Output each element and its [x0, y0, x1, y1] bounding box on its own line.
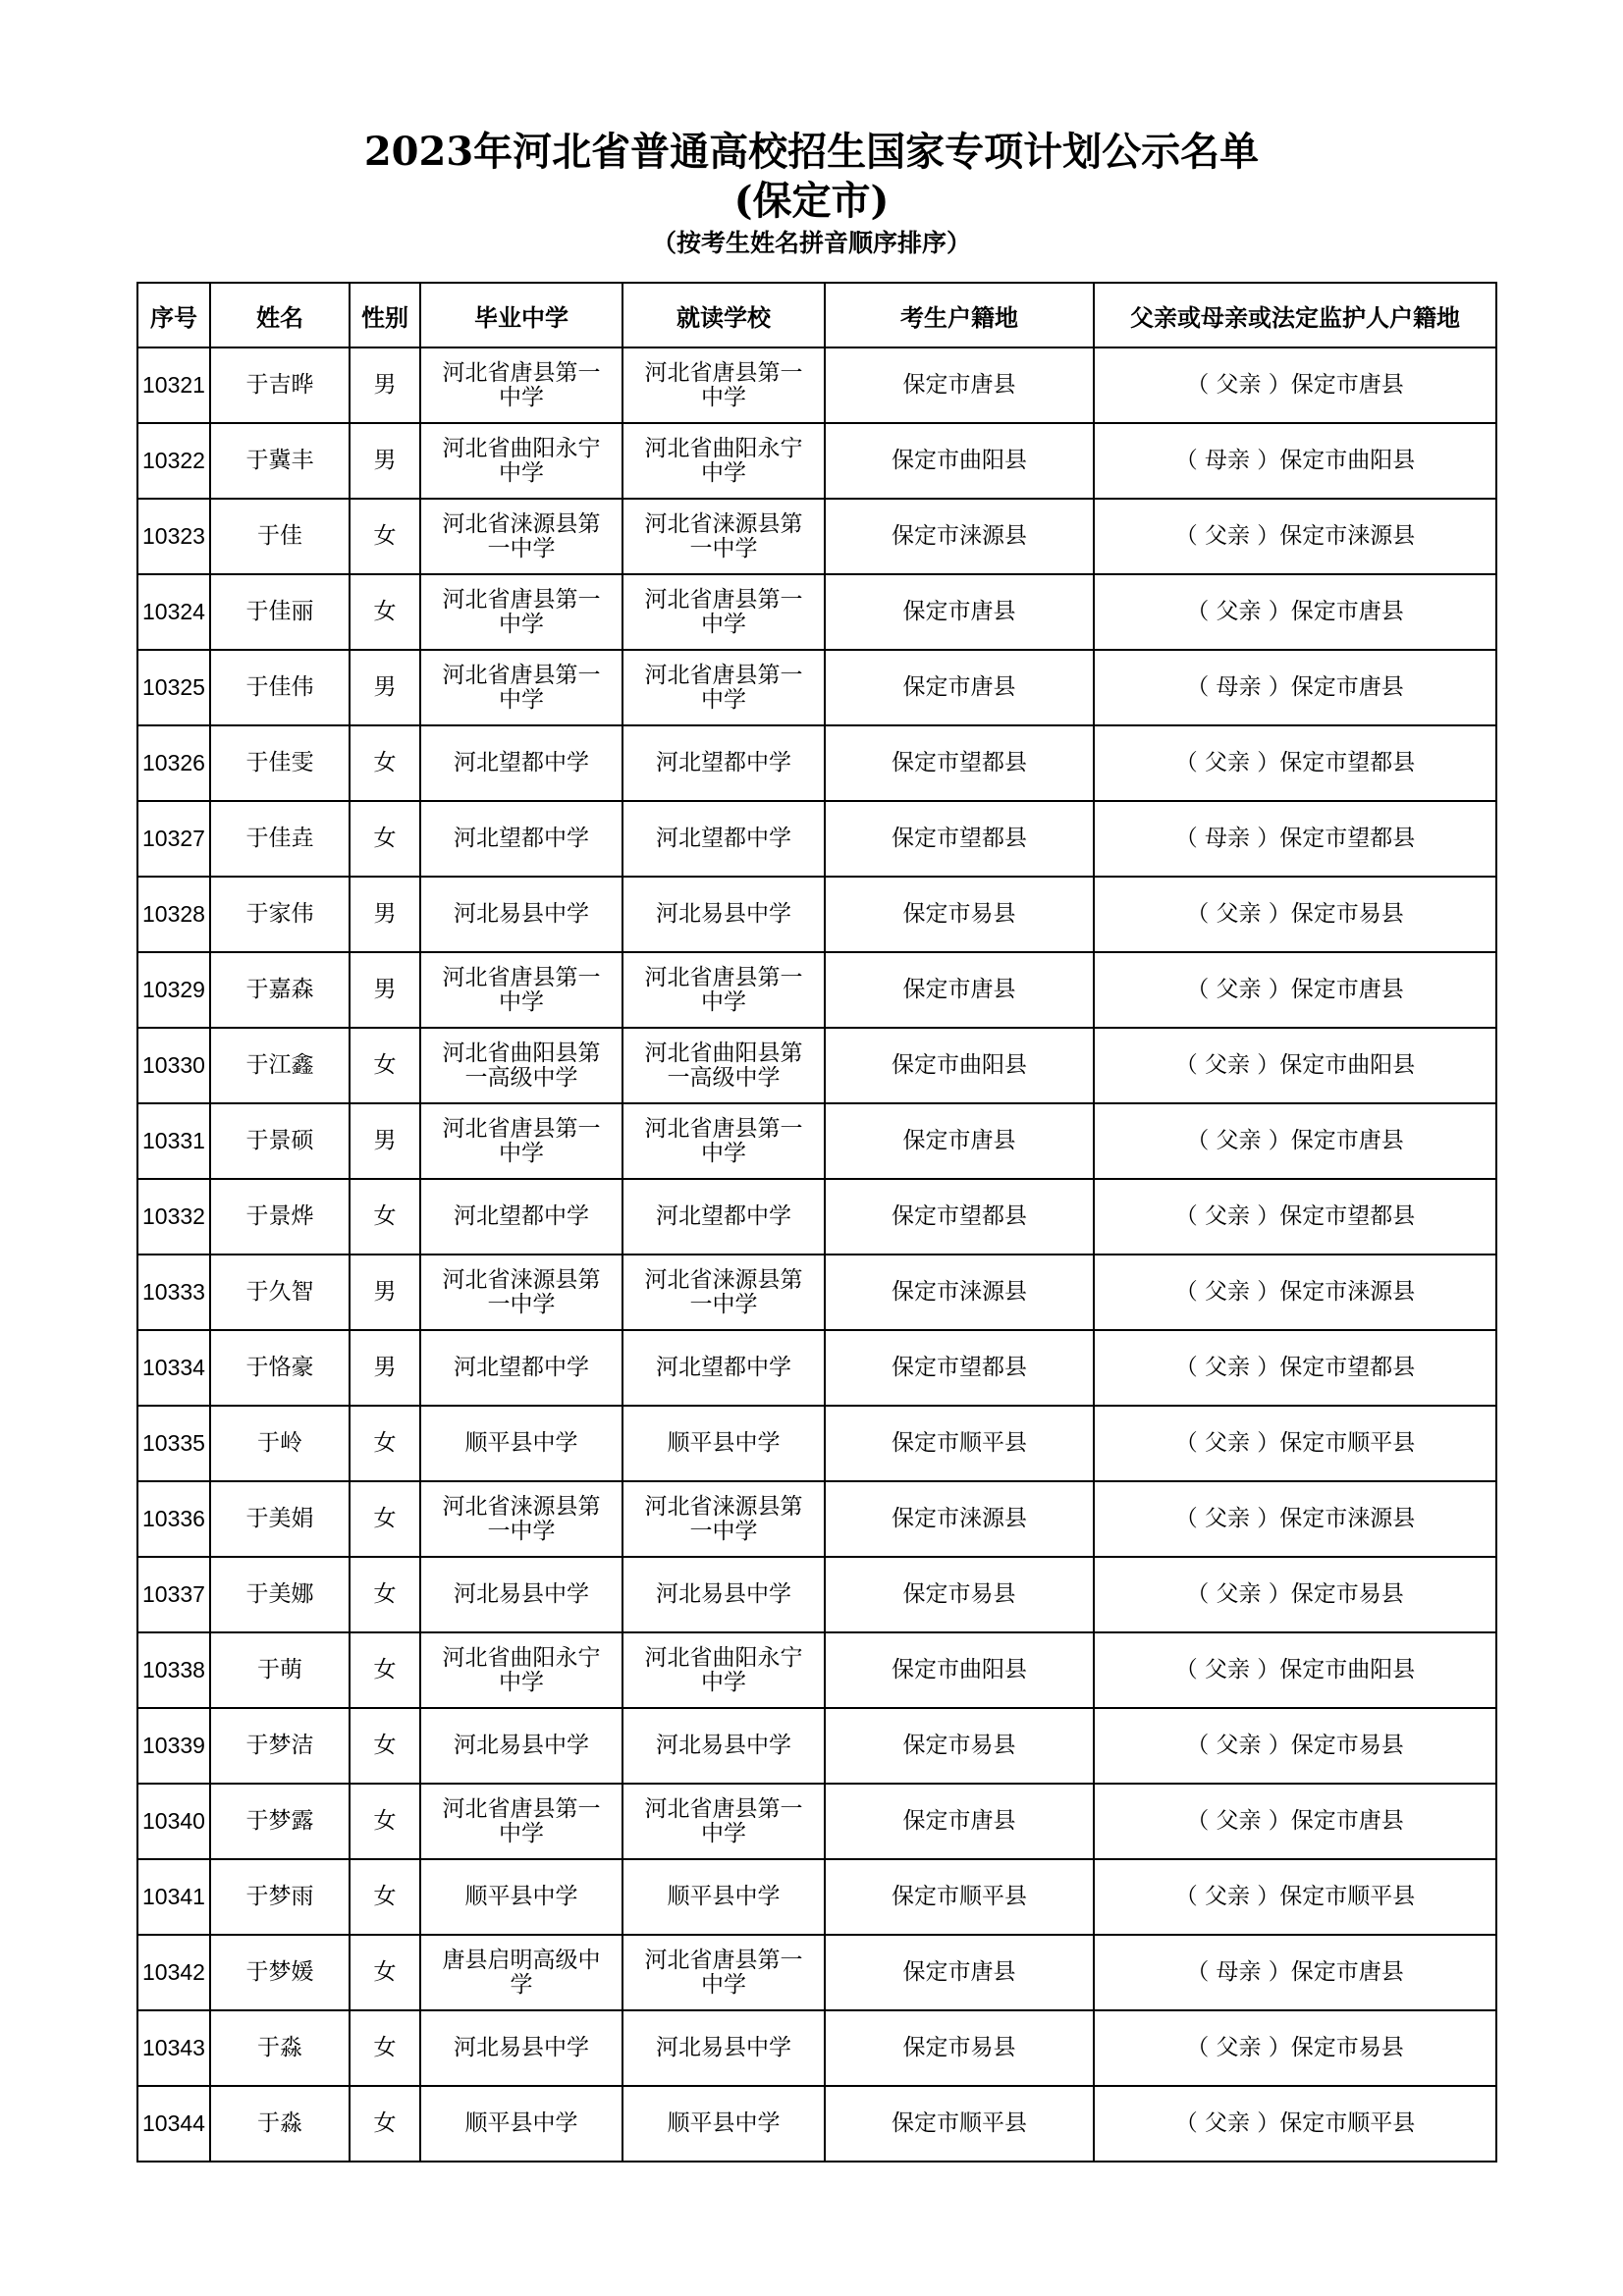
cell-guardian-hukou: （ 父亲 ）保定市望都县 — [1094, 1330, 1496, 1406]
cell-gender: 女 — [350, 2010, 420, 2086]
table-row — [137, 952, 1496, 1028]
cell-current-school — [622, 2086, 825, 2162]
cell-seq: 10332 — [137, 1179, 210, 1255]
cell-current-school — [622, 1330, 825, 1406]
table-row — [137, 725, 1496, 801]
cell-seq: 10338 — [137, 1632, 210, 1708]
cell-guardian-hukou: （ 母亲 ）保定市望都县 — [1094, 801, 1496, 877]
cell-student-hukou: 保定市唐县 — [825, 1784, 1094, 1859]
cell-graduation-school-text: 顺平县中学 — [464, 1430, 578, 1456]
cell-current-school — [622, 1784, 825, 1859]
cell-guardian-hukou: （ 父亲 ）保定市易县 — [1094, 877, 1496, 952]
cell-graduation-school — [420, 952, 622, 1028]
cell-graduation-school — [420, 1557, 622, 1632]
table-header — [137, 283, 1496, 347]
cell-graduation-school-text: 河北省唐县第一中学 — [442, 586, 601, 637]
cell-current-school — [622, 1632, 825, 1708]
cell-seq: 10329 — [137, 952, 210, 1028]
cell-current-school-text: 河北省唐县第一中学 — [644, 586, 803, 637]
cell-name: 于景烨 — [210, 1179, 350, 1255]
cell-current-school — [622, 499, 825, 574]
cell-seq: 10336 — [137, 1481, 210, 1557]
cell-name: 于家伟 — [210, 877, 350, 952]
cell-graduation-school — [420, 1406, 622, 1481]
cell-name: 于梦露 — [210, 1784, 350, 1859]
admission-roster-table — [136, 282, 1497, 2163]
cell-current-school — [622, 1179, 825, 1255]
table-row — [137, 574, 1496, 650]
table-row — [137, 1935, 1496, 2010]
cell-seq: 10331 — [137, 1103, 210, 1179]
table-row — [137, 801, 1496, 877]
cell-seq: 10328 — [137, 877, 210, 952]
table-row — [137, 650, 1496, 725]
cell-name: 于佳 — [210, 499, 350, 574]
cell-gender: 女 — [350, 1708, 420, 1784]
cell-student-hukou: 保定市易县 — [825, 2010, 1094, 2086]
cell-name: 于久智 — [210, 1255, 350, 1330]
cell-seq: 10323 — [137, 499, 210, 574]
cell-seq: 10341 — [137, 1859, 210, 1935]
cell-graduation-school — [420, 1481, 622, 1557]
cell-graduation-school-text: 河北望都中学 — [454, 826, 589, 851]
cell-gender: 男 — [350, 952, 420, 1028]
cell-guardian-hukou: （ 母亲 ）保定市曲阳县 — [1094, 423, 1496, 499]
cell-student-hukou: 保定市唐县 — [825, 1935, 1094, 2010]
cell-current-school — [622, 725, 825, 801]
cell-gender: 女 — [350, 499, 420, 574]
cell-guardian-hukou: （ 父亲 ）保定市顺平县 — [1094, 1859, 1496, 1935]
cell-graduation-school-text: 河北省唐县第一中学 — [442, 359, 601, 410]
cell-graduation-school — [420, 2010, 622, 2086]
cell-graduation-school-text: 河北省涞源县第一中学 — [442, 510, 601, 561]
header-seq: 序号 — [137, 283, 210, 347]
cell-current-school — [622, 1708, 825, 1784]
cell-current-school — [622, 1406, 825, 1481]
cell-gender: 男 — [350, 1103, 420, 1179]
cell-guardian-hukou: （ 母亲 ）保定市唐县 — [1094, 1935, 1496, 2010]
cell-name: 于美娜 — [210, 1557, 350, 1632]
cell-seq: 10340 — [137, 1784, 210, 1859]
cell-graduation-school-text: 河北易县中学 — [454, 1733, 589, 1758]
cell-current-school-text: 河北省唐县第一中学 — [644, 1795, 803, 1846]
cell-guardian-hukou: （ 父亲 ）保定市顺平县 — [1094, 1406, 1496, 1481]
cell-student-hukou: 保定市易县 — [825, 877, 1094, 952]
cell-seq: 10339 — [137, 1708, 210, 1784]
cell-guardian-hukou: （ 父亲 ）保定市唐县 — [1094, 347, 1496, 423]
cell-graduation-school — [420, 423, 622, 499]
cell-graduation-school-text: 河北省曲阳永宁中学 — [442, 1644, 601, 1695]
header-name: 姓名 — [210, 283, 350, 347]
cell-current-school-text: 河北省涞源县第一中学 — [644, 510, 803, 561]
cell-guardian-hukou: （ 父亲 ）保定市易县 — [1094, 1708, 1496, 1784]
cell-name: 于景硕 — [210, 1103, 350, 1179]
cell-student-hukou: 保定市望都县 — [825, 1179, 1094, 1255]
cell-seq: 10335 — [137, 1406, 210, 1481]
cell-graduation-school — [420, 1179, 622, 1255]
cell-student-hukou: 保定市望都县 — [825, 1330, 1094, 1406]
cell-graduation-school-text: 河北易县中学 — [454, 1581, 589, 1607]
cell-student-hukou: 保定市易县 — [825, 1557, 1094, 1632]
header-row — [137, 283, 1496, 347]
table-row — [137, 423, 1496, 499]
cell-current-school-text: 顺平县中学 — [667, 1884, 781, 1909]
cell-gender: 女 — [350, 2086, 420, 2162]
table-row — [137, 1406, 1496, 1481]
cell-student-hukou: 保定市曲阳县 — [825, 1632, 1094, 1708]
cell-guardian-hukou: （ 父亲 ）保定市望都县 — [1094, 1179, 1496, 1255]
cell-graduation-school — [420, 499, 622, 574]
cell-current-school — [622, 1103, 825, 1179]
cell-seq: 10337 — [137, 1557, 210, 1632]
cell-seq: 10342 — [137, 1935, 210, 2010]
header-gender: 性别 — [350, 283, 420, 347]
header-current-school: 就读学校 — [622, 283, 825, 347]
cell-current-school — [622, 1028, 825, 1103]
cell-name: 于梦媛 — [210, 1935, 350, 2010]
cell-guardian-hukou: （ 父亲 ）保定市望都县 — [1094, 725, 1496, 801]
cell-current-school-text: 河北省曲阳永宁中学 — [644, 1644, 803, 1695]
cell-graduation-school — [420, 1784, 622, 1859]
table-row — [137, 499, 1496, 574]
cell-graduation-school-text: 河北易县中学 — [454, 2035, 589, 2060]
cell-guardian-hukou: （ 父亲 ）保定市涞源县 — [1094, 499, 1496, 574]
cell-graduation-school — [420, 1330, 622, 1406]
cell-current-school-text: 河北省涞源县第一中学 — [644, 1493, 803, 1544]
cell-gender: 女 — [350, 574, 420, 650]
cell-graduation-school — [420, 1028, 622, 1103]
cell-guardian-hukou: （ 父亲 ）保定市涞源县 — [1094, 1481, 1496, 1557]
cell-name: 于梦洁 — [210, 1708, 350, 1784]
document-title: 2023年河北省普通高校招生国家专项计划公示名单 — [363, 129, 1260, 175]
table-row — [137, 1103, 1496, 1179]
cell-current-school-text: 河北易县中学 — [656, 2035, 791, 2060]
table-row — [137, 1330, 1496, 1406]
cell-gender: 女 — [350, 801, 420, 877]
cell-graduation-school — [420, 650, 622, 725]
cell-student-hukou: 保定市顺平县 — [825, 1859, 1094, 1935]
cell-gender: 女 — [350, 1557, 420, 1632]
cell-current-school-text: 河北望都中学 — [656, 750, 791, 775]
cell-gender: 男 — [350, 877, 420, 952]
cell-student-hukou: 保定市顺平县 — [825, 1406, 1094, 1481]
cell-name: 于佳垚 — [210, 801, 350, 877]
cell-gender: 女 — [350, 1859, 420, 1935]
cell-seq: 10327 — [137, 801, 210, 877]
cell-student-hukou: 保定市唐县 — [825, 574, 1094, 650]
table-row — [137, 1557, 1496, 1632]
cell-gender: 男 — [350, 1330, 420, 1406]
cell-gender: 女 — [350, 1179, 420, 1255]
table-body — [137, 347, 1496, 2162]
cell-current-school — [622, 801, 825, 877]
cell-graduation-school-text: 河北望都中学 — [454, 750, 589, 775]
cell-gender: 女 — [350, 1632, 420, 1708]
cell-current-school-text: 顺平县中学 — [667, 2110, 781, 2136]
cell-seq: 10334 — [137, 1330, 210, 1406]
cell-seq: 10330 — [137, 1028, 210, 1103]
cell-graduation-school-text: 顺平县中学 — [464, 1884, 578, 1909]
cell-gender: 女 — [350, 1935, 420, 2010]
cell-graduation-school-text: 顺平县中学 — [464, 2110, 578, 2136]
table-row — [137, 1859, 1496, 1935]
cell-guardian-hukou: （ 母亲 ）保定市唐县 — [1094, 650, 1496, 725]
table-row — [137, 877, 1496, 952]
cell-guardian-hukou: （ 父亲 ）保定市曲阳县 — [1094, 1028, 1496, 1103]
cell-seq: 10325 — [137, 650, 210, 725]
header-student-hukou: 考生户籍地 — [825, 283, 1094, 347]
table-row — [137, 1255, 1496, 1330]
cell-guardian-hukou: （ 父亲 ）保定市唐县 — [1094, 574, 1496, 650]
cell-student-hukou: 保定市曲阳县 — [825, 423, 1094, 499]
cell-graduation-school — [420, 1935, 622, 2010]
cell-graduation-school-text: 河北省涞源县第一中学 — [442, 1266, 601, 1317]
cell-gender: 女 — [350, 1481, 420, 1557]
cell-current-school-text: 河北省唐县第一中学 — [644, 662, 803, 713]
cell-gender: 男 — [350, 347, 420, 423]
cell-guardian-hukou: （ 父亲 ）保定市顺平县 — [1094, 2086, 1496, 2162]
cell-current-school — [622, 2010, 825, 2086]
cell-graduation-school — [420, 1255, 622, 1330]
table-row — [137, 2086, 1496, 2162]
cell-seq: 10326 — [137, 725, 210, 801]
cell-guardian-hukou: （ 父亲 ）保定市唐县 — [1094, 1103, 1496, 1179]
cell-seq: 10343 — [137, 2010, 210, 2086]
cell-current-school-text: 河北省涞源县第一中学 — [644, 1266, 803, 1317]
cell-graduation-school — [420, 574, 622, 650]
cell-graduation-school-text: 河北省唐县第一中学 — [442, 1115, 601, 1166]
cell-graduation-school — [420, 347, 622, 423]
cell-name: 于冀丰 — [210, 423, 350, 499]
cell-current-school-text: 顺平县中学 — [667, 1430, 781, 1456]
cell-gender: 女 — [350, 725, 420, 801]
cell-graduation-school — [420, 877, 622, 952]
cell-current-school-text: 河北望都中学 — [656, 1355, 791, 1380]
cell-current-school-text: 河北望都中学 — [656, 1203, 791, 1229]
cell-name: 于萌 — [210, 1632, 350, 1708]
cell-student-hukou: 保定市唐县 — [825, 347, 1094, 423]
cell-current-school-text: 河北省唐县第一中学 — [644, 359, 803, 410]
cell-guardian-hukou: （ 父亲 ）保定市涞源县 — [1094, 1255, 1496, 1330]
cell-student-hukou: 保定市望都县 — [825, 801, 1094, 877]
cell-name: 于佳丽 — [210, 574, 350, 650]
cell-current-school-text: 河北省唐县第一中学 — [644, 1947, 803, 1998]
cell-name: 于岭 — [210, 1406, 350, 1481]
table-row — [137, 1708, 1496, 1784]
cell-student-hukou: 保定市唐县 — [825, 650, 1094, 725]
cell-graduation-school-text: 河北望都中学 — [454, 1355, 589, 1380]
table-row — [137, 2010, 1496, 2086]
cell-seq: 10321 — [137, 347, 210, 423]
cell-current-school-text: 河北望都中学 — [656, 826, 791, 851]
cell-name: 于佳雯 — [210, 725, 350, 801]
cell-current-school — [622, 423, 825, 499]
cell-current-school — [622, 1935, 825, 2010]
cell-current-school — [622, 1859, 825, 1935]
header-guardian-hukou: 父亲或母亲或法定监护人户籍地 — [1094, 283, 1496, 347]
cell-guardian-hukou: （ 父亲 ）保定市易县 — [1094, 2010, 1496, 2086]
sort-order-note: （按考生姓名拼音顺序排序） — [651, 229, 971, 257]
cell-current-school-text: 河北省唐县第一中学 — [644, 1115, 803, 1166]
cell-graduation-school-text: 河北易县中学 — [454, 901, 589, 927]
cell-name: 于美娟 — [210, 1481, 350, 1557]
table-row — [137, 1632, 1496, 1708]
cell-graduation-school — [420, 801, 622, 877]
cell-graduation-school-text: 河北省唐县第一中学 — [442, 1795, 601, 1846]
cell-student-hukou: 保定市涞源县 — [825, 1255, 1094, 1330]
table-row — [137, 1028, 1496, 1103]
cell-current-school — [622, 1255, 825, 1330]
cell-name: 于嘉森 — [210, 952, 350, 1028]
cell-name: 于淼 — [210, 2086, 350, 2162]
cell-current-school — [622, 650, 825, 725]
cell-guardian-hukou: （ 父亲 ）保定市易县 — [1094, 1557, 1496, 1632]
cell-student-hukou: 保定市唐县 — [825, 952, 1094, 1028]
cell-student-hukou: 保定市涞源县 — [825, 1481, 1094, 1557]
document-subtitle: (保定市) — [733, 178, 890, 224]
cell-name: 于江鑫 — [210, 1028, 350, 1103]
cell-student-hukou: 保定市易县 — [825, 1708, 1094, 1784]
cell-student-hukou: 保定市唐县 — [825, 1103, 1094, 1179]
cell-current-school — [622, 574, 825, 650]
cell-current-school-text: 河北省唐县第一中学 — [644, 964, 803, 1015]
table-row — [137, 1481, 1496, 1557]
cell-graduation-school — [420, 725, 622, 801]
cell-seq: 10322 — [137, 423, 210, 499]
cell-gender: 女 — [350, 1406, 420, 1481]
table-row — [137, 1179, 1496, 1255]
cell-name: 于吉晔 — [210, 347, 350, 423]
cell-current-school-text: 河北省曲阳县第一高级中学 — [644, 1040, 803, 1091]
cell-graduation-school — [420, 1632, 622, 1708]
cell-graduation-school-text: 河北省唐县第一中学 — [442, 662, 601, 713]
cell-name: 于淼 — [210, 2010, 350, 2086]
cell-gender: 男 — [350, 1255, 420, 1330]
cell-current-school-text: 河北省曲阳永宁中学 — [644, 435, 803, 486]
cell-graduation-school — [420, 2086, 622, 2162]
cell-graduation-school — [420, 1708, 622, 1784]
cell-current-school — [622, 1557, 825, 1632]
cell-graduation-school-text: 河北望都中学 — [454, 1203, 589, 1229]
cell-graduation-school-text: 河北省曲阳县第一高级中学 — [442, 1040, 601, 1091]
cell-seq: 10333 — [137, 1255, 210, 1330]
header-graduation-school: 毕业中学 — [420, 283, 622, 347]
cell-gender: 男 — [350, 423, 420, 499]
table-row — [137, 1784, 1496, 1859]
cell-seq: 10344 — [137, 2086, 210, 2162]
cell-current-school-text: 河北易县中学 — [656, 901, 791, 927]
cell-current-school — [622, 877, 825, 952]
cell-current-school — [622, 952, 825, 1028]
cell-current-school — [622, 347, 825, 423]
cell-graduation-school-text: 河北省唐县第一中学 — [442, 964, 601, 1015]
cell-student-hukou: 保定市涞源县 — [825, 499, 1094, 574]
cell-gender: 女 — [350, 1028, 420, 1103]
cell-guardian-hukou: （ 父亲 ）保定市曲阳县 — [1094, 1632, 1496, 1708]
cell-guardian-hukou: （ 父亲 ）保定市唐县 — [1094, 952, 1496, 1028]
cell-graduation-school-text: 唐县启明高级中学 — [442, 1947, 601, 1998]
cell-name: 于佳伟 — [210, 650, 350, 725]
cell-guardian-hukou: （ 父亲 ）保定市唐县 — [1094, 1784, 1496, 1859]
cell-seq: 10324 — [137, 574, 210, 650]
cell-gender: 男 — [350, 650, 420, 725]
cell-graduation-school — [420, 1103, 622, 1179]
cell-graduation-school — [420, 1859, 622, 1935]
cell-name: 于梦雨 — [210, 1859, 350, 1935]
cell-name: 于恪豪 — [210, 1330, 350, 1406]
cell-current-school-text: 河北易县中学 — [656, 1733, 791, 1758]
cell-gender: 女 — [350, 1784, 420, 1859]
cell-graduation-school-text: 河北省涞源县第一中学 — [442, 1493, 601, 1544]
cell-student-hukou: 保定市曲阳县 — [825, 1028, 1094, 1103]
cell-student-hukou: 保定市顺平县 — [825, 2086, 1094, 2162]
cell-student-hukou: 保定市望都县 — [825, 725, 1094, 801]
cell-graduation-school-text: 河北省曲阳永宁中学 — [442, 435, 601, 486]
table-row — [137, 347, 1496, 423]
cell-current-school-text: 河北易县中学 — [656, 1581, 791, 1607]
cell-current-school — [622, 1481, 825, 1557]
